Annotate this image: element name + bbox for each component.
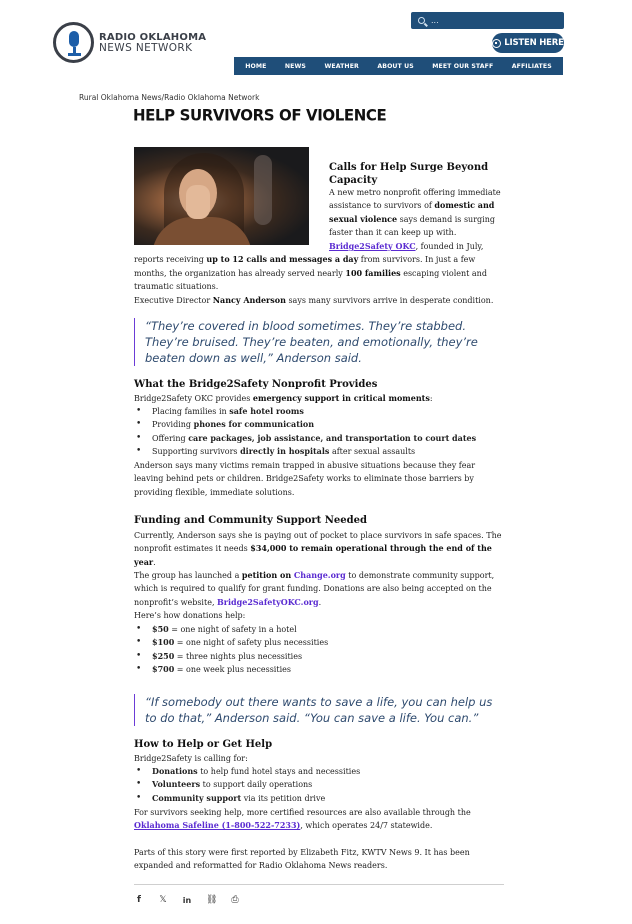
oklahoma-safeline-link[interactable]: Oklahoma Safeline (1-800-522-7233) — [134, 820, 301, 831]
section3-paragraph-3: Here’s how donations help: — [134, 611, 246, 620]
nav-item-home[interactable]: HOME — [245, 62, 267, 70]
logo-line1: RADIO OKLAHOMA — [99, 31, 207, 43]
facebook-icon[interactable]: f — [137, 895, 141, 905]
microphone-logo-icon — [53, 22, 94, 63]
print-icon[interactable]: ⎙ — [231, 895, 239, 905]
list-item: • $50 = one night of safety in a hotel — [134, 623, 504, 636]
section1-paragraph-2: Bridge2Safety OKC, founded in July, reports receiving up to 12 calls and messages a day from survivors. In just a few months, the organization has already served nearly 100 families escaping violent and traumatic situations. — [134, 241, 487, 292]
divider — [134, 884, 504, 885]
site-logo[interactable] — [53, 22, 206, 63]
section3-paragraph-2: The group has launched a petition on Change.org to demonstrate community support, which is required to qualify for grant funding. Donations are also being accepted on the nonprofit’s website, Bridge2SafetyOKC.org. — [134, 570, 495, 607]
section-heading-provides: What the Bridge2Safety Nonprofit Provides — [134, 379, 378, 390]
pull-quote-1: “They’re covered in blood sometimes. They’re stabbed. They’re bruised. They’re beaten, and emotionally, they’re beaten down as well,” Anderson said. — [134, 318, 479, 366]
section4-paragraph: For survivors seeking help, more certified resources are also available through the Oklahoma Safeline (1-800-522-7233), which operates 24/7 statewide. — [134, 808, 471, 831]
list-item: • Offering care packages, job assistance, and transportation to court dates — [134, 432, 504, 445]
section3-paragraph-1: Currently, Anderson says she is paying out of pocket to place survivors in safe spaces. The nonprofit estimates it needs $34,000 to remain operational through the end of the year. — [134, 531, 502, 567]
bridge2safety-okc-link[interactable]: Bridge2Safety OKC — [329, 241, 416, 251]
search-input[interactable] — [431, 16, 551, 25]
section-heading-funding: Funding and Community Support Needed — [134, 515, 367, 526]
list-item: • Community support via its petition drive — [134, 792, 504, 805]
nav-item-news[interactable]: NEWS — [284, 62, 306, 70]
page-title: HELP SURVIVORS OF VIOLENCE — [133, 105, 387, 125]
link-icon[interactable]: ⛓ — [206, 895, 218, 905]
breadcrumb[interactable]: Rural Oklahoma News/Radio Oklahoma Network — [79, 93, 260, 102]
search-icon[interactable] — [418, 17, 425, 24]
section-heading-calls: Calls for Help Surge Beyond Capacity — [329, 162, 489, 186]
donations-list — [134, 623, 504, 677]
listen-here-button[interactable] — [492, 33, 564, 53]
nav-item-affiliates[interactable]: AFFILIATES — [511, 62, 552, 70]
section4-intro: Bridge2Safety is calling for: — [134, 754, 248, 763]
list-item: • Volunteers to support daily operations — [134, 778, 504, 791]
help-list — [134, 765, 504, 805]
list-item: • $250 = three nights plus necessities — [134, 650, 504, 663]
list-item: • Donations to help fund hotel stays and necessities — [134, 765, 504, 778]
section1-paragraph-3: Executive Director Nancy Anderson says many survivors arrive in desperate condition. — [134, 295, 494, 305]
section2-closing: Anderson says many victims remain trapped in abusive situations because they fear leaving behind pets or children. Bridge2Safety works to eliminate those barriers by providing flexible, immediate solutions. — [134, 461, 476, 497]
search-bar[interactable] — [411, 12, 564, 29]
main-nav — [234, 57, 563, 75]
list-item: • $100 = one night of safety plus necessities — [134, 636, 504, 649]
pull-quote-2: “If somebody out there wants to save a life, you can help us to do that,” Anderson said. “You can save a life. You can.” — [134, 694, 494, 726]
nav-item-meet-our-staff[interactable]: MEET OUR STAFF — [432, 62, 494, 70]
list-item: • Placing families in safe hotel rooms — [134, 405, 504, 418]
nav-item-weather[interactable]: WEATHER — [324, 62, 359, 70]
logo-line2: NEWS NETWORK — [99, 41, 193, 54]
share-bar — [134, 895, 240, 905]
list-item: • Providing phones for communication — [134, 418, 504, 431]
services-list — [134, 405, 504, 459]
section-heading-how-to-help: How to Help or Get Help — [134, 739, 273, 750]
section1-paragraph-1: A new metro nonprofit offering immediate assistance to survivors of domestic and sexual violence says demand is surging faster than it can keep up with. — [329, 188, 501, 238]
list-item: • $700 = one week plus necessities — [134, 663, 504, 676]
article-photo — [134, 147, 309, 245]
section2-intro: Bridge2Safety OKC provides emergency support in critical moments: — [134, 393, 433, 403]
x-icon[interactable]: 𝕏 — [159, 895, 167, 905]
linkedin-icon[interactable]: in — [182, 895, 192, 905]
nav-item-about-us[interactable]: ABOUT US — [377, 62, 414, 70]
change-org-link[interactable]: Change.org — [293, 570, 346, 580]
listen-here-label: LISTEN HERE — [504, 38, 564, 48]
speaker-icon — [492, 39, 501, 48]
list-item: • Supporting survivors directly in hospitals after sexual assaults — [134, 445, 504, 458]
bridge2safetyokc-org-link[interactable]: Bridge2SafetyOKC.org — [217, 596, 319, 607]
article-credit: Parts of this story were first reported by Elizabeth Fitz, KWTV News 9. It has been expanded and reformatted for Radio Oklahoma News readers. — [134, 848, 470, 871]
